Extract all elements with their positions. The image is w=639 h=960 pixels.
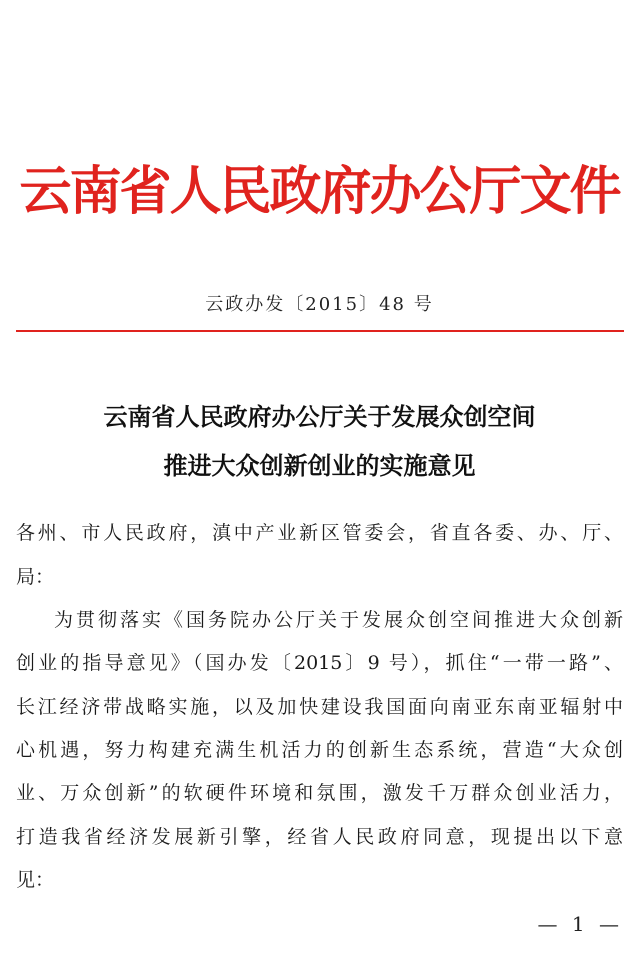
paragraph-line: 业、万众创新”的软硬件环境和氛围，激发千万群众创业活力， <box>16 782 623 804</box>
document-masthead: 云南省人民政府办公厅文件 <box>19 161 620 222</box>
paragraph-line: 心机遇，努力构建充满生机活力的创新生态系统，营造“大众创 <box>16 739 623 761</box>
paragraph-line: 打造我省经济发展新引擎，经省人民政府同意，现提出以下意 <box>16 826 623 848</box>
page-number: — 1 — <box>537 912 623 936</box>
document-title-line-2: 推进大众创新创业的实施意见 <box>163 451 476 480</box>
red-divider-line <box>16 330 624 332</box>
document-number: 云政办发〔2015〕48 号 <box>205 294 434 315</box>
paragraph-line: 见： <box>16 869 55 891</box>
document-title-line-1: 云南省人民政府办公厅关于发展众创空间 <box>103 402 536 431</box>
addressee-line-2: 局： <box>16 566 55 588</box>
paragraph-line: 创业的指导意见》（国办发〔2015〕9 号），抓住“一带一路”、 <box>16 652 623 674</box>
addressee-line-1: 各州、市人民政府，滇中产业新区管委会，省直各委、办、厅、 <box>16 522 623 544</box>
paragraph-line: 长江经济带战略实施，以及加快建设我国面向南亚东南亚辐射中 <box>16 696 623 718</box>
paragraph-line: 为贯彻落实《国务院办公厅关于发展众创空间推进大众创新 <box>54 609 623 631</box>
